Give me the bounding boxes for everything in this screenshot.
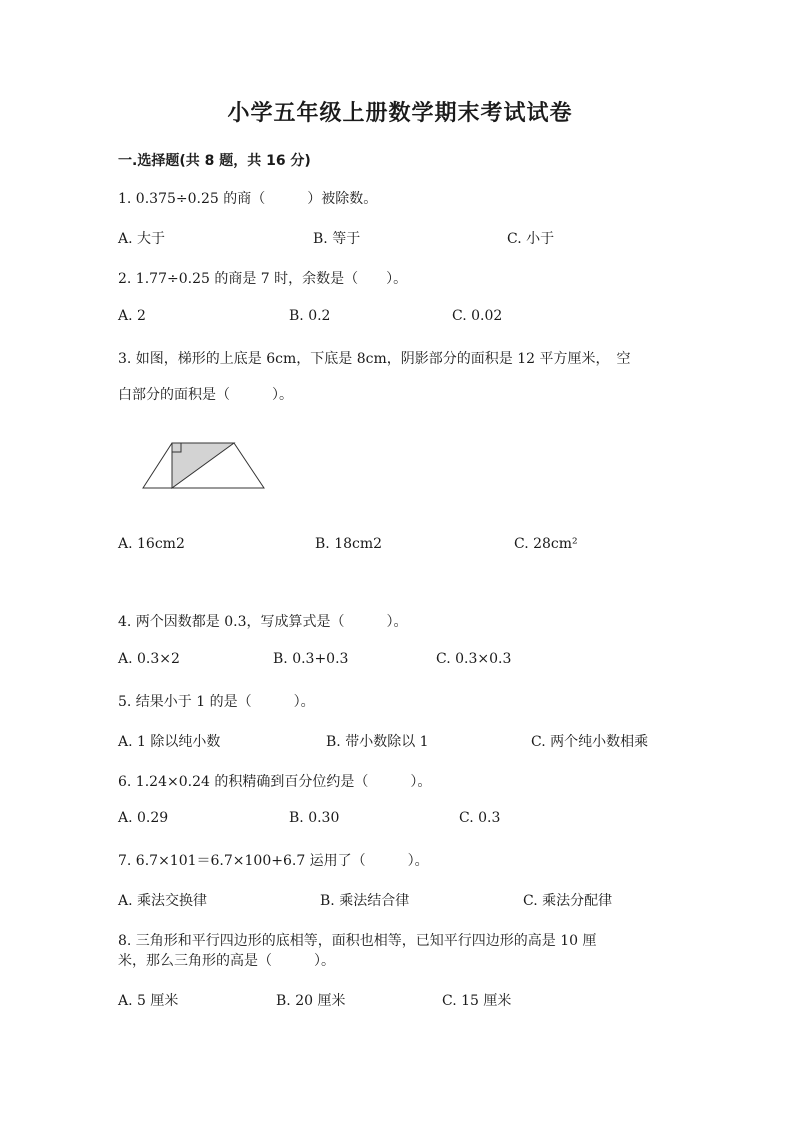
- q1-option-b: B. 等于: [313, 231, 361, 247]
- q8-option-a: A. 5 厘米: [118, 993, 179, 1009]
- q7-option-a: A. 乘法交换律: [118, 893, 208, 909]
- q1-option-c: C. 小于: [507, 231, 555, 247]
- q2-option-c: C. 0.02: [452, 308, 503, 324]
- q5-option-c: C. 两个纯小数相乘: [531, 734, 649, 750]
- q4-option-b: B. 0.3+0.3: [273, 651, 349, 667]
- q6-option-c: C. 0.3: [459, 810, 501, 826]
- question-2: 2. 1.77÷0.25 的商是 7 时，余数是（ ）。: [118, 271, 408, 287]
- question-5: 5. 结果小于 1 的是（ ）。: [118, 694, 315, 710]
- question-4: 4. 两个因数都是 0.3，写成算式是（ ）。: [118, 614, 408, 630]
- q4-option-a: A. 0.3×2: [118, 651, 180, 667]
- q7-option-b: B. 乘法结合律: [320, 893, 410, 909]
- q2-option-a: A. 2: [118, 308, 146, 324]
- question-7: 7. 6.7×101＝6.7×100+6.7 运用了（ ）。: [118, 853, 429, 869]
- q7-option-c: C. 乘法分配律: [523, 893, 613, 909]
- q6-option-b: B. 0.30: [289, 810, 340, 826]
- q3-option-b: B. 18cm2: [315, 536, 383, 552]
- section-heading: 一.选择题(共 8 题，共 16 分): [118, 153, 311, 169]
- question-3-line-2: 白部分的面积是（ ）。: [118, 387, 293, 403]
- q4-option-c: C. 0.3×0.3: [436, 651, 512, 667]
- q5-option-b: B. 带小数除以 1: [326, 734, 429, 750]
- question-3-line-1: 3. 如图，梯形的上底是 6cm，下底是 8cm，阴影部分的面积是 12 平方厘米， 空: [118, 351, 631, 367]
- q2-option-b: B. 0.2: [289, 308, 331, 324]
- page-title: 小学五年级上册数学期末考试试卷: [227, 101, 573, 126]
- question-1: 1. 0.375÷0.25 的商（ ）被除数。: [118, 191, 378, 207]
- q8-option-c: C. 15 厘米: [442, 993, 512, 1009]
- question-8-line-1: 8. 三角形和平行四边形的底相等，面积也相等，已知平行四边形的高是 10 厘: [118, 933, 597, 949]
- q1-option-a: A. 大于: [118, 231, 166, 247]
- question-8-line-2: 米，那么三角形的高是（ ）。: [118, 953, 335, 969]
- trapezoid-figure: [140, 440, 270, 496]
- q3-option-a: A. 16cm2: [118, 536, 185, 552]
- q6-option-a: A. 0.29: [118, 810, 169, 826]
- q3-option-c: C. 28cm²: [514, 536, 578, 552]
- q8-option-b: B. 20 厘米: [276, 993, 346, 1009]
- question-6: 6. 1.24×0.24 的积精确到百分位约是（ ）。: [118, 774, 432, 790]
- q5-option-a: A. 1 除以纯小数: [118, 734, 221, 750]
